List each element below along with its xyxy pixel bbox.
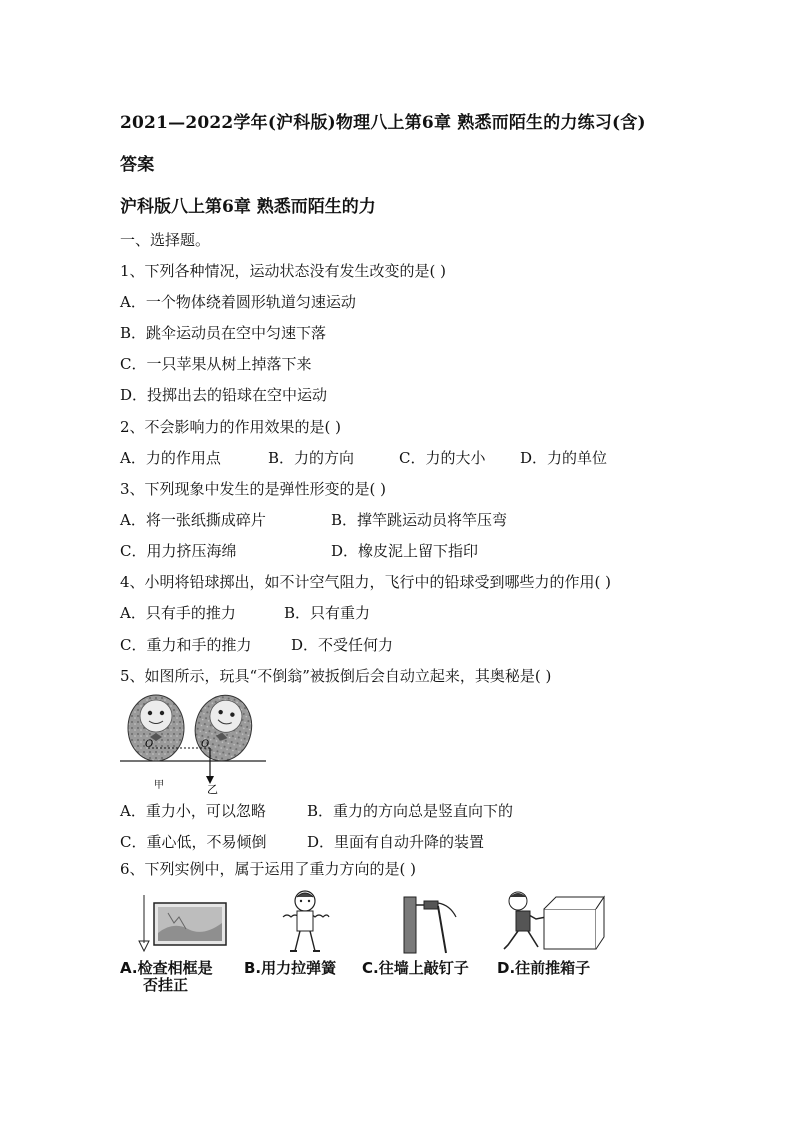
question-1-option-b: B．跳伞运动员在空中匀速下落 [120, 324, 327, 342]
question-4-option-c: C．重力和手的推力 [120, 636, 252, 654]
question-1-option-c: C．一只苹果从树上掉落下来 [120, 355, 312, 373]
upright-tumbler [128, 695, 184, 761]
pushing-box-figure [500, 889, 606, 955]
center-of-gravity-label-right: O [201, 739, 210, 750]
question-2-option-b: B．力的方向 [268, 449, 355, 467]
chapter-heading: 沪科版八上第6章 熟悉而陌生的力 [120, 197, 376, 217]
question-2-option-a: A．力的作用点 [120, 449, 221, 467]
figure-label-jia: 甲 [154, 780, 164, 791]
question-6-stem: 6、下列实例中，属于运用了重力方向的是( ) [120, 860, 417, 878]
plumb-line-frame-figure [128, 893, 232, 955]
figure-label-yi: 乙 [207, 783, 218, 794]
question-5-option-b: B．重力的方向总是竖直向下的 [307, 802, 514, 820]
question-3-option-c: C．用力挤压海绵 [120, 542, 237, 560]
figure-c-caption: C.往墙上敲钉子 [362, 959, 469, 977]
question-5-stem: 5、如图所示，玩具“不倒翁”被扳倒后会自动立起来，其奥秘是( ) [120, 667, 552, 685]
question-3-option-d: D．橡皮泥上留下指印 [331, 542, 479, 560]
section-heading: 一、选择题。 [120, 231, 211, 249]
question-2-option-d: D．力的单位 [520, 449, 608, 467]
question-5-option-d: D．里面有自动升降的装置 [307, 833, 485, 851]
tilted-tumbler [189, 690, 257, 766]
question-2-stem: 2、不会影响力的作用效果的是( ) [120, 418, 342, 436]
question-4-option-a: A．只有手的推力 [120, 604, 236, 622]
question-3-option-b: B．撑竿跳运动员将竿压弯 [331, 511, 508, 529]
question-3-option-a: A．将一张纸撕成碎片 [120, 511, 266, 529]
question-1-stem: 1、下列各种情况，运动状态没有发生改变的是( ) [120, 262, 447, 280]
document-title-line2: 答案 [120, 155, 155, 175]
question-3-stem: 3、下列现象中发生的是弹性形变的是( ) [120, 480, 387, 498]
question-4-option-b: B．只有重力 [284, 604, 371, 622]
figure-a-caption-line1: A.检查相框是 [120, 959, 213, 977]
question-4-stem: 4、小明将铅球掷出，如不计空气阻力，飞行中的铅球受到哪些力的作用( ) [120, 573, 612, 591]
question-5-option-c: C．重心低，不易倾倒 [120, 833, 267, 851]
question-1-option-a: A．一个物体绕着圆形轨道匀速运动 [120, 293, 356, 311]
spring-pulling-figure [275, 889, 335, 955]
figure-a-caption-line2: 否挂正 [143, 976, 189, 994]
figure-d-caption: D.往前推箱子 [497, 959, 591, 977]
question-5-option-a: A．重力小，可以忽略 [120, 802, 266, 820]
document-title-line1: 2021—2022学年(沪科版)物理八上第6章 熟悉而陌生的力练习(含) [120, 113, 646, 133]
center-of-gravity-label-left: O [145, 739, 154, 750]
hammer-nail-wall-figure [398, 893, 468, 955]
tumbler-toy-figure [118, 690, 268, 794]
question-2-option-c: C．力的大小 [399, 449, 486, 467]
question-4-option-d: D．不受任何力 [291, 636, 394, 654]
figure-b-caption: B.用力拉弹簧 [244, 959, 337, 977]
question-1-option-d: D．投掷出去的铅球在空中运动 [120, 386, 328, 404]
